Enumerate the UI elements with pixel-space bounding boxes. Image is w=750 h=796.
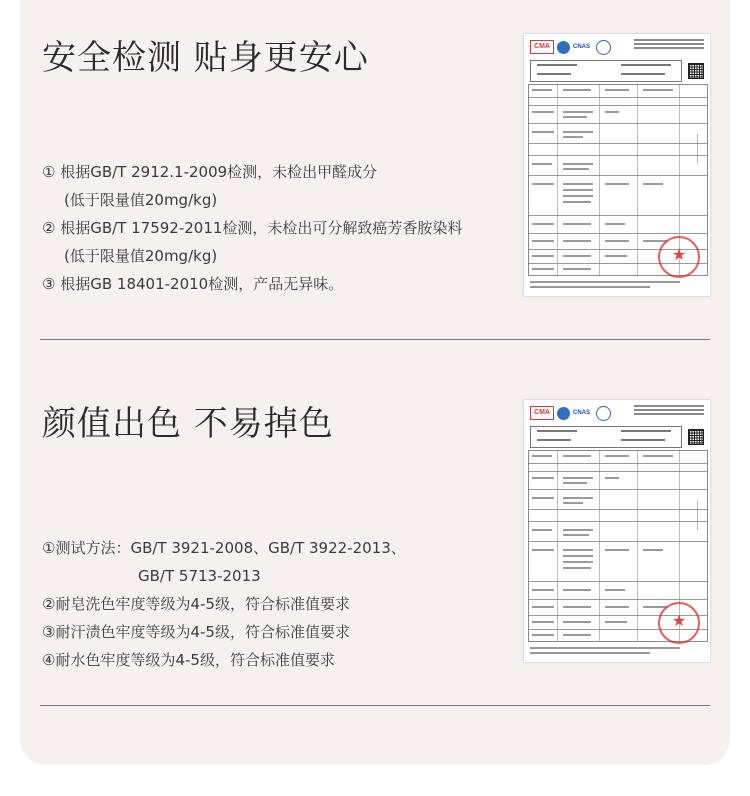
colorfastness-list [42, 534, 406, 674]
section-title: 颜值出色 不易掉色 [42, 404, 334, 444]
list-item: ③ 根据GB 18401-2010检测，产品无异味。 [42, 275, 344, 293]
list-item: ① 根据GB/T 2912.1-2009检测，未检出甲醛成分 [42, 163, 378, 181]
cma-logo: CMA [530, 406, 554, 420]
section-title: 安全检测 贴身更安心 [42, 38, 369, 78]
cnas-logo: CNAS [573, 410, 591, 416]
list-item: ④耐水色牢度等级为4-5级，符合标准值要求 [42, 651, 335, 669]
list-item: GB/T 5713-2013 [138, 567, 261, 585]
content-card [20, 0, 730, 765]
cma-logo: CMA [530, 40, 554, 54]
test-report-image [524, 34, 710, 296]
red-seal-stamp-icon: ★ [658, 236, 700, 278]
ilac-logo-icon [557, 407, 570, 420]
report-logos [530, 40, 611, 54]
test-report-image [524, 400, 710, 662]
list-item: ①测试方法：GB/T 3921-2008、GB/T 3922-2013、 [42, 539, 406, 557]
report-org-lines [634, 39, 704, 51]
list-item: ②耐皂洗色牢度等级为4-5级，符合标准值要求 [42, 595, 350, 613]
report-header-box [530, 60, 682, 82]
report-header-box [530, 426, 682, 448]
list-item: ③耐汗渍色牢度等级为4-5级，符合标准值要求 [42, 623, 350, 641]
report-footer-lines [530, 278, 680, 288]
safety-test-list [42, 158, 462, 298]
cnas-logo: CNAS [573, 44, 591, 50]
section-divider [40, 705, 710, 706]
list-item: ② 根据GB/T 17592-2011检测，未检出可分解致癌芳香胺染料 [42, 219, 463, 237]
red-seal-stamp-icon: ★ [658, 602, 700, 644]
qr-code-icon [688, 63, 704, 79]
signature-mark-icon [697, 500, 710, 530]
report-logos [530, 406, 611, 420]
report-footer-lines [530, 644, 680, 654]
institute-seal-icon [596, 40, 611, 55]
colorfastness-section [20, 340, 730, 765]
ilac-logo-icon [557, 41, 570, 54]
signature-mark-icon [697, 134, 710, 164]
list-item: (低于限量值20mg/kg) [64, 247, 218, 265]
list-item: (低于限量值20mg/kg) [64, 191, 218, 209]
safety-test-section [20, 0, 730, 340]
report-org-lines [634, 405, 704, 417]
qr-code-icon [688, 429, 704, 445]
institute-seal-icon [596, 406, 611, 421]
